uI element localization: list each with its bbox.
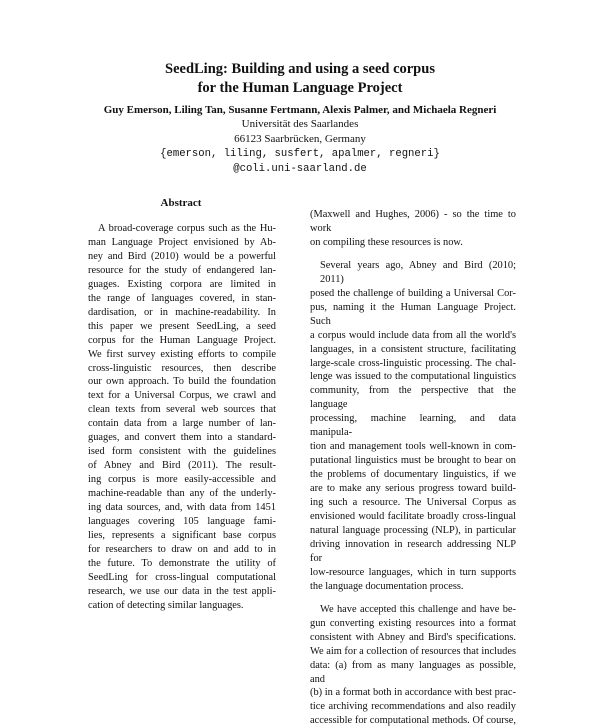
text-line: contain data from a large number of lan- <box>88 418 276 430</box>
text-line: cation of detecting similar languages. <box>88 599 244 611</box>
text-line: natural language processing (NLP), in particular <box>310 524 516 536</box>
text-line: envisioned would facilitate broadly cross-lingual <box>310 511 516 523</box>
text-line: We aim for a collection of resources that includes <box>310 645 516 657</box>
text-line: a corpus would include data from all the world's <box>310 329 516 341</box>
title-line: SeedLing: Building and using a seed corpus <box>165 61 435 77</box>
text-line: ised form consistent with the guidelines <box>88 446 276 458</box>
text-line: processing, machine learning, and data manipula- <box>310 413 516 439</box>
text-line: ney and Bird (2010) would be a powerful <box>88 250 276 262</box>
affiliation-line: Universität des Saarlandes <box>241 118 359 130</box>
abstract-heading: Abstract <box>160 197 202 209</box>
email-line: {emerson, liling, susfert, apalmer, regneri} <box>160 148 440 160</box>
introduction-body <box>310 208 516 728</box>
text-line: man Language Project envisioned by Ab- <box>88 236 276 248</box>
text-line: tion and management tools well-known in com- <box>310 441 516 453</box>
text-line: guages, and convert them into a standard- <box>88 432 276 444</box>
text-line: pus, naming it the Human Language Project. Such <box>310 301 516 327</box>
text-line: data: (a) from as many languages as possible, and <box>310 659 516 685</box>
text-line: research, we use our data in the test appli- <box>88 585 276 597</box>
text-line: lies, represents a significant base corpus <box>88 529 276 541</box>
abstract-body <box>88 222 276 613</box>
text-line: guages. Existing corpora are limited in <box>88 278 276 290</box>
text-line: the range of languages covered, in stan- <box>88 292 276 304</box>
text-line: A broad-coverage corpus such as the Hu- <box>98 223 276 234</box>
text-line: Several years ago, Abney and Bird (2010; 2011) <box>320 259 516 285</box>
text-line: (b) in a format both in accordance with best prac- <box>310 687 516 699</box>
text-line: corpus for the Human Language Project. <box>88 334 276 346</box>
text-line: We have accepted this challenge and have be- <box>320 603 516 615</box>
paper-title <box>0 60 600 98</box>
text-line: the problems of documentary linguistics, if we <box>310 469 516 481</box>
text-line: accessible for computational methods. Of course, <box>310 715 516 727</box>
text-line: cross-linguistic resources, then describe <box>88 362 276 374</box>
text-line: ing corpus is more easily-accessible and <box>88 474 276 486</box>
text-line: SeedLing for cross-lingual computational <box>88 571 276 583</box>
text-line: consistent with Abney and Bird's specifications. <box>310 631 516 643</box>
text-line: We first survey existing efforts to compile <box>88 348 276 360</box>
text-line: (Maxwell and Hughes, 2006) - so the time to work <box>310 209 516 234</box>
text-line: posed the challenge of building a Universal Cor- <box>310 287 516 299</box>
text-line: languages, in a consistent structure, facilitating <box>310 343 516 355</box>
text-line: dardisation, or in machine-readability. In <box>88 306 276 318</box>
text-line: languages covering 105 language fami- <box>88 516 276 528</box>
text-line: the future. To demonstrate the utility of <box>88 557 276 569</box>
affiliation-block <box>0 117 600 177</box>
text-line: our own approach. To build the foundation <box>88 376 276 388</box>
text-line: resource for the study of endangered lan- <box>88 264 276 276</box>
text-line: are to make any serious progress toward build- <box>310 483 516 495</box>
text-line: driving innovation in research addressing NLP for <box>310 538 516 564</box>
text-line: machine-readable than any of the underly- <box>88 488 276 500</box>
text-line: the language documentation process. <box>310 580 464 592</box>
affiliation-line: 66123 Saarbrücken, Germany <box>234 133 366 145</box>
text-line: for researchers to draw on and add to in <box>88 543 276 555</box>
text-line: low-resource languages, which in turn supports <box>310 566 516 578</box>
text-line: putational linguistics must be brought to bear on <box>310 455 516 467</box>
text-line: ing data sources, and, with data from 1451 <box>88 502 276 514</box>
text-line: community, from the perspective that the language <box>310 385 516 411</box>
text-line: gun converting existing resources into a format <box>310 617 516 629</box>
email-line: @coli.uni-saarland.de <box>233 163 367 175</box>
text-line: text for a Universal Corpus, we crawl and <box>88 390 276 402</box>
text-line: tice archiving recommendations and also readily <box>310 701 516 713</box>
title-line: for the Human Language Project <box>197 80 403 96</box>
text-line: large-scale cross-linguistic processing. The chal- <box>310 357 516 369</box>
text-line: clean texts from several web sources that <box>88 404 276 416</box>
text-line: of Abney and Bird (2011). The result- <box>88 460 276 472</box>
text-line: ing such a resource. The Universal Corpus as <box>310 497 516 509</box>
author-list: Guy Emerson, Liling Tan, Susanne Fertmann, Alexis Palmer, and Michaela Regneri <box>103 104 497 116</box>
text-line: this paper we present SeedLing, a seed <box>88 320 276 332</box>
text-line: lenge was issued to the computational linguistics <box>310 371 516 383</box>
text-line: on compiling these resources is now. <box>310 236 463 248</box>
